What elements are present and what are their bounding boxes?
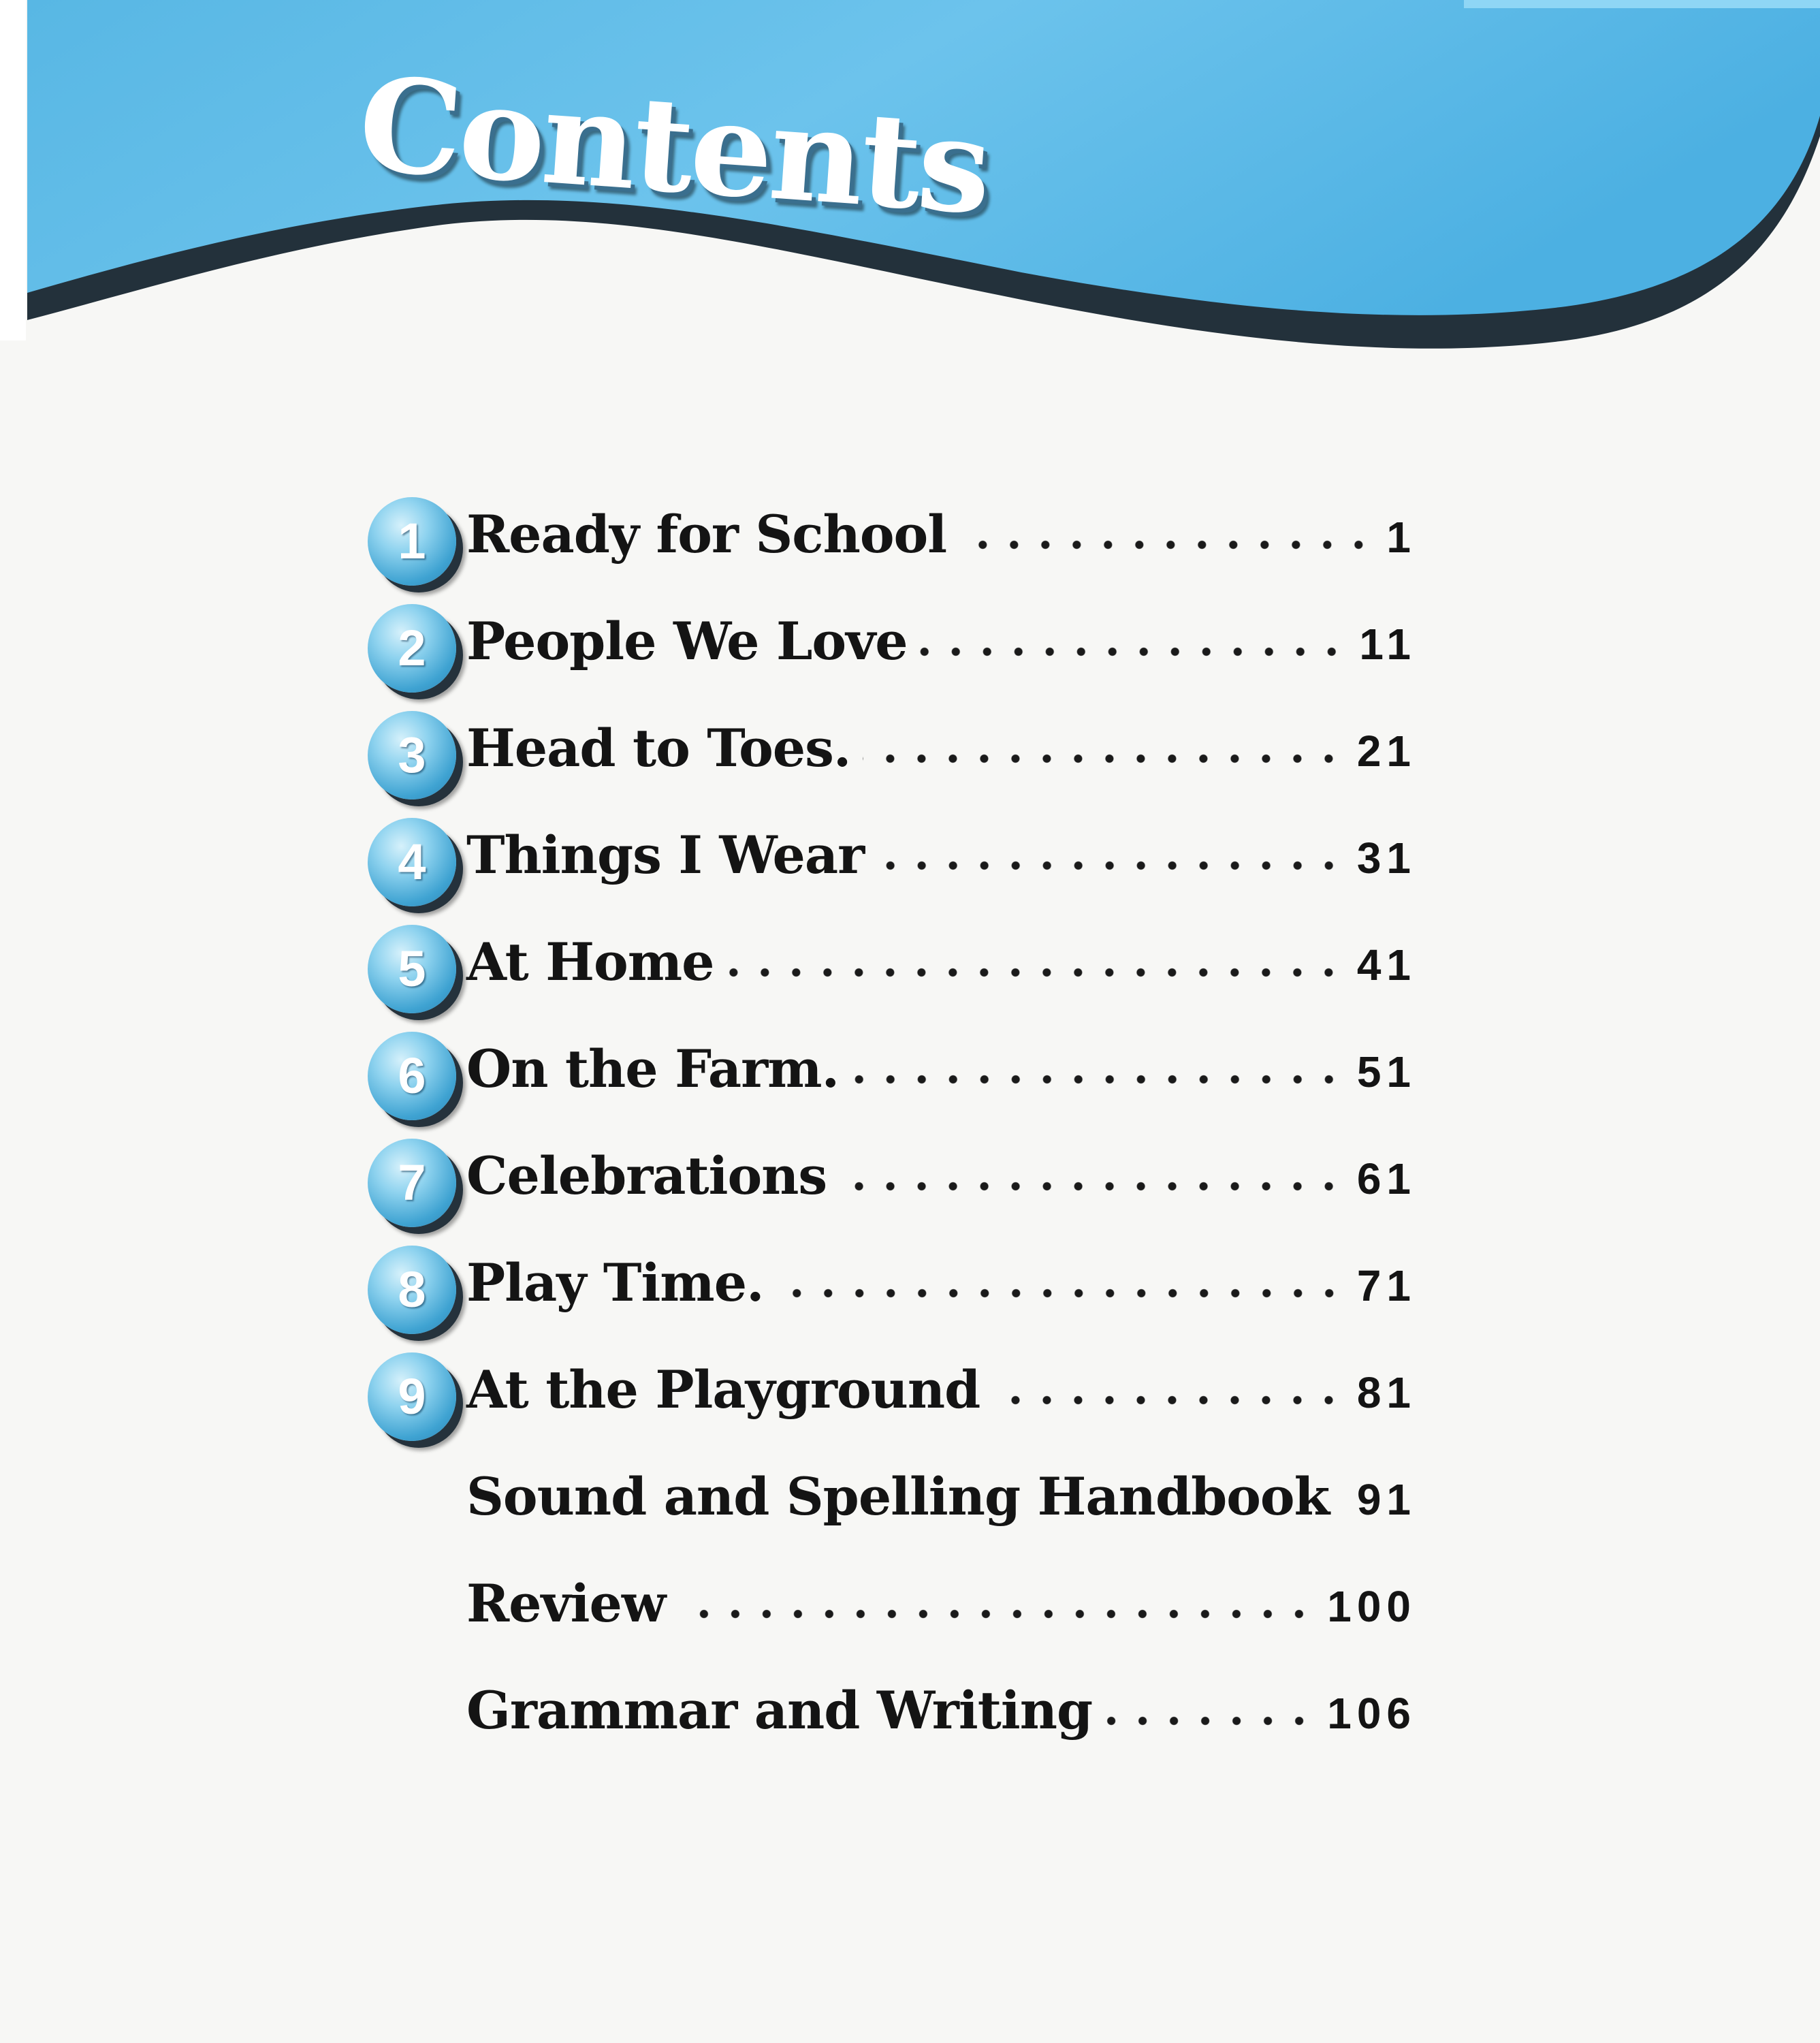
toc-entry	[466, 932, 1416, 992]
page-title: Contents	[354, 48, 994, 244]
toc-unit-8[interactable]	[368, 1233, 1416, 1340]
toc-unit-3[interactable]	[368, 699, 1416, 806]
table-of-contents	[368, 485, 1416, 1768]
page-number: 106	[1327, 1689, 1416, 1738]
toc-extra-sound-and-spelling[interactable]	[368, 1447, 1416, 1554]
dot-leader	[726, 968, 1344, 977]
unit-badge-icon	[368, 1139, 456, 1227]
toc-entry	[466, 504, 1416, 565]
unit-number: 1	[398, 513, 426, 569]
unit-title: People We Love	[466, 611, 908, 671]
dot-leader	[876, 861, 1345, 870]
unit-number: 5	[398, 940, 426, 997]
section-title: Review	[466, 1573, 666, 1634]
dot-leader	[1341, 1502, 1345, 1512]
toc-entry	[466, 718, 1416, 778]
page-number: 21	[1356, 727, 1416, 776]
page-number: 100	[1327, 1582, 1416, 1631]
page-number: 91	[1356, 1475, 1416, 1524]
unit-number: 7	[398, 1154, 426, 1211]
dot-leader	[920, 647, 1347, 656]
toc-extra-grammar-and-writing[interactable]	[368, 1661, 1416, 1768]
toc-entry	[466, 611, 1416, 671]
unit-badge-icon	[368, 711, 456, 799]
toc-entry	[466, 1680, 1416, 1741]
section-title: Sound and Spelling Handbook	[466, 1466, 1330, 1527]
dot-leader	[776, 1288, 1345, 1298]
toc-entry	[466, 825, 1416, 885]
page-number: 81	[1356, 1368, 1416, 1417]
toc-entry	[466, 1359, 1416, 1420]
unit-badge-icon	[368, 497, 456, 586]
unit-badge-icon	[368, 1246, 456, 1334]
dot-leader	[839, 1182, 1345, 1191]
unit-badge-icon	[368, 1032, 456, 1120]
unit-number: 6	[398, 1047, 426, 1104]
toc-entry	[466, 1466, 1416, 1527]
toc-entry	[466, 1252, 1416, 1313]
unit-number: 2	[398, 620, 426, 676]
unit-title: At Home	[466, 932, 714, 992]
dot-leader	[851, 1075, 1345, 1084]
dot-leader	[863, 754, 1344, 763]
toc-entry	[466, 1145, 1416, 1206]
dot-leader	[959, 540, 1374, 550]
dot-leader	[677, 1609, 1315, 1619]
unit-title: At the Playground	[466, 1359, 980, 1420]
toc-unit-4[interactable]	[368, 806, 1416, 913]
page-number: 41	[1356, 940, 1416, 989]
toc-unit-1[interactable]	[368, 485, 1416, 592]
page-number: 71	[1356, 1261, 1416, 1310]
page-number: 1	[1386, 513, 1416, 562]
toc-unit-2[interactable]	[368, 592, 1416, 699]
toc-unit-9[interactable]	[368, 1340, 1416, 1447]
section-title: Grammar and Writing	[466, 1680, 1093, 1741]
unit-badge-icon	[368, 604, 456, 693]
page-number: 61	[1356, 1154, 1416, 1203]
unit-badge-icon	[368, 818, 456, 906]
toc-entry	[466, 1039, 1416, 1099]
unit-badge-icon	[368, 1352, 456, 1441]
toc-extra-review[interactable]	[368, 1554, 1416, 1661]
toc-unit-7[interactable]	[368, 1126, 1416, 1233]
unit-title: Celebrations	[466, 1145, 827, 1206]
unit-title: Ready for School	[466, 504, 947, 565]
page-number: 31	[1356, 834, 1416, 883]
toc-unit-5[interactable]	[368, 913, 1416, 1019]
page-number: 11	[1359, 620, 1416, 669]
unit-title: On the Farm.	[466, 1039, 840, 1099]
toc-unit-6[interactable]	[368, 1019, 1416, 1126]
unit-number: 4	[398, 834, 426, 890]
unit-title: Things I Wear	[466, 825, 865, 885]
unit-number: 9	[398, 1368, 426, 1425]
unit-title: Head to Toes.	[466, 718, 851, 778]
dot-leader	[1104, 1716, 1315, 1726]
unit-badge-icon	[368, 925, 456, 1013]
banner-top-edge	[1464, 0, 1820, 8]
unit-number: 8	[398, 1261, 426, 1318]
toc-entry	[466, 1573, 1416, 1634]
page-number: 51	[1356, 1047, 1416, 1096]
dot-leader	[992, 1395, 1344, 1405]
unit-number: 3	[398, 727, 426, 783]
unit-title: Play Time.	[466, 1252, 764, 1313]
